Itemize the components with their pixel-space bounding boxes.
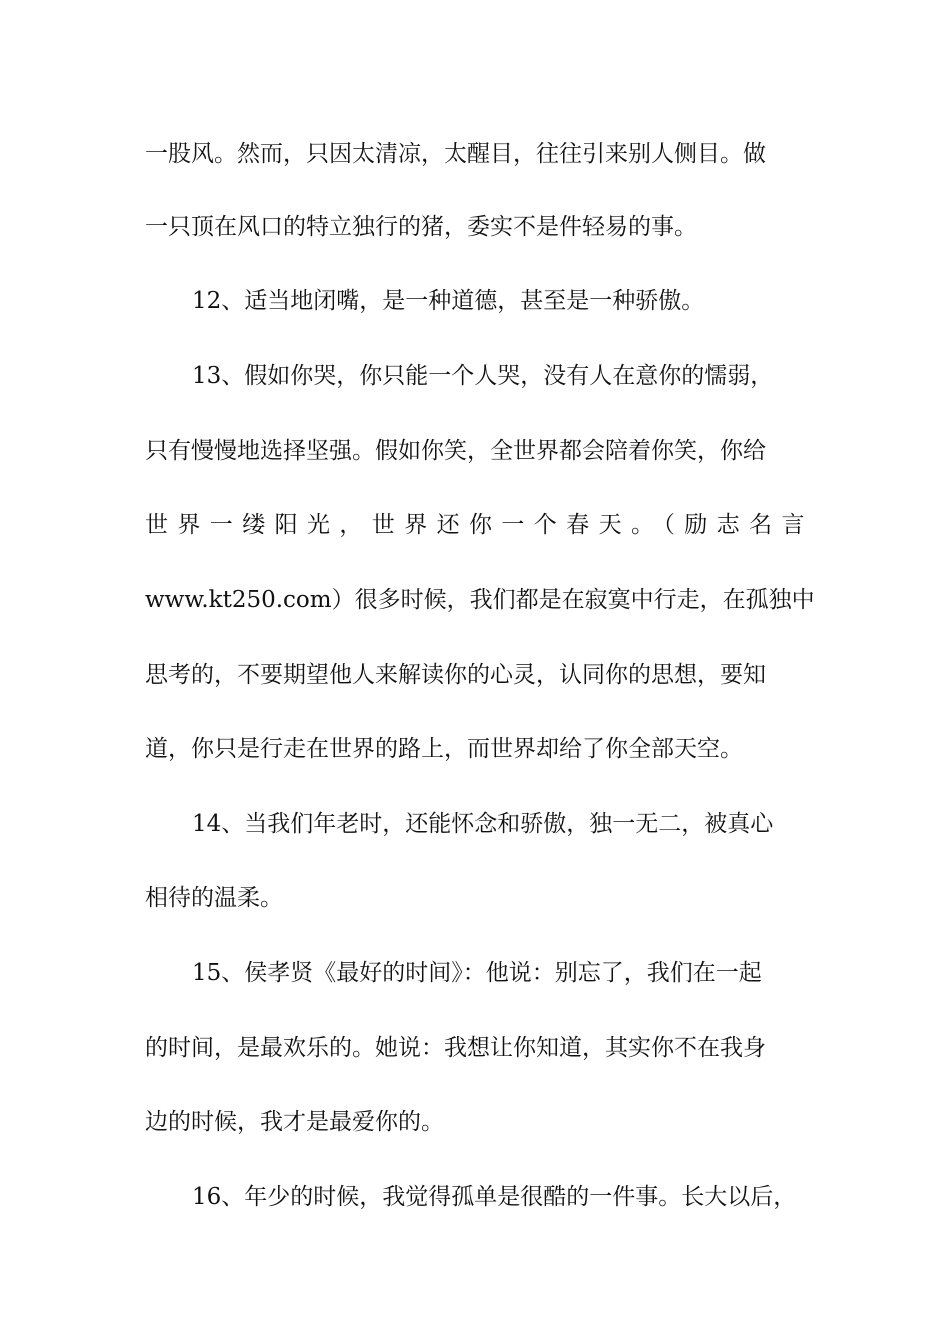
- text-line: 思考的，不要期望他人来解读你的心灵，认同你的思想，要知: [145, 662, 766, 688]
- text-line: 一只顶在风口的特立独行的猪，委实不是件轻易的事。: [145, 214, 697, 240]
- paragraph-15: 15、侯孝贤《最好的时间》：他说：别忘了，我们在一起: [192, 960, 762, 986]
- text-line: 世界一缕阳光，世界还你一个春天。（励志名言: [145, 512, 814, 538]
- paragraph-14: 14、当我们年老时，还能怀念和骄傲，独一无二，被真心: [192, 811, 774, 837]
- text-line: 边的时候，我才是最爱你的。: [145, 1109, 444, 1135]
- text-line: 的时间，是最欢乐的。她说：我想让你知道，其实你不在我身: [145, 1035, 766, 1061]
- text-line: 只有慢慢地选择坚强。假如你笑，全世界都会陪着你笑，你给: [145, 438, 766, 464]
- paragraph-16: 16、年少的时候，我觉得孤单是很酷的一件事。长大以后，: [192, 1184, 797, 1210]
- paragraph-12: 12、适当地闭嘴，是一种道德，甚至是一种骄傲。: [192, 288, 705, 314]
- text-line: 相待的温柔。: [145, 885, 283, 911]
- text-line: www.kt250.com）很多时候，我们都是在寂寞中行走，在孤独中: [145, 587, 815, 613]
- text-line: 一股风。然而，只因太清凉，太醒目，往往引来别人侧目。做: [145, 141, 766, 167]
- paragraph-13: 13、假如你哭，你只能一个人哭，没有人在意你的懦弱，: [192, 363, 774, 389]
- text-line: 道，你只是行走在世界的路上，而世界却给了你全部天空。: [145, 736, 743, 762]
